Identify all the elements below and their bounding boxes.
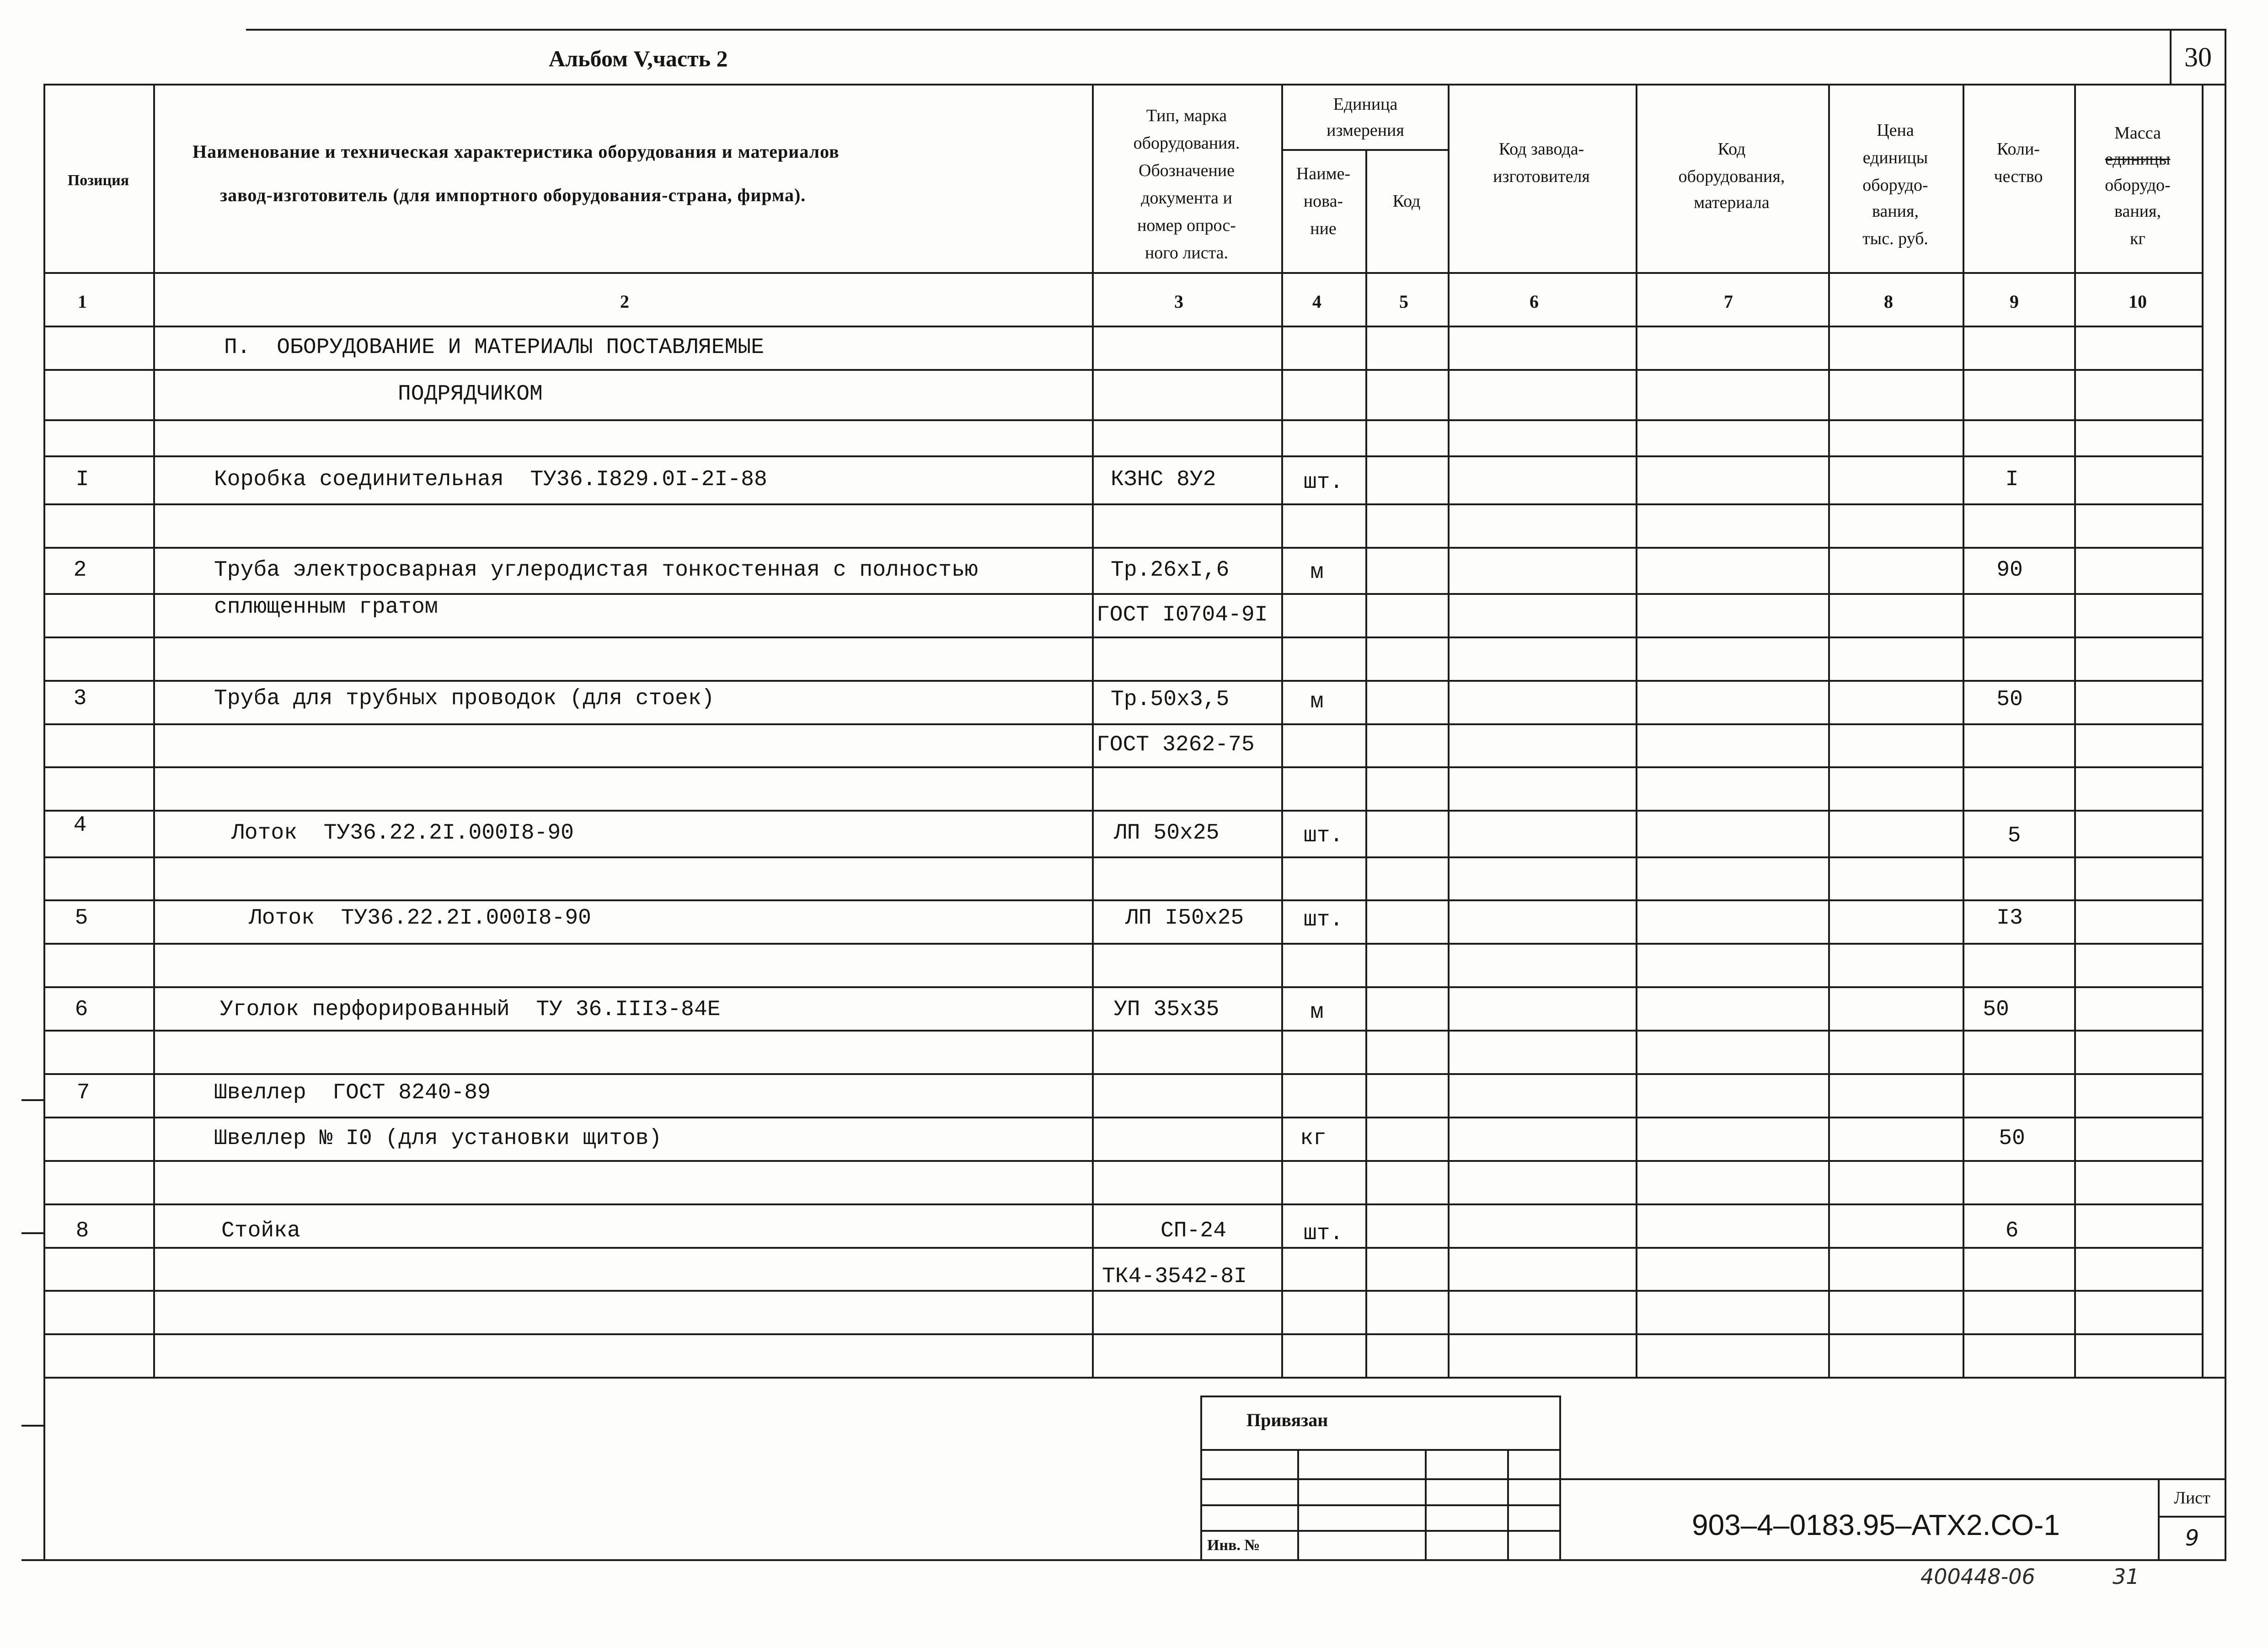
- margin-tick: [21, 1425, 45, 1427]
- grid-line-h: [43, 272, 2204, 274]
- column-number: 8: [1884, 291, 1893, 312]
- item-position: 6: [75, 997, 88, 1022]
- column-number: 9: [2010, 291, 2019, 312]
- grid-line-h: [43, 899, 2204, 901]
- item-unit: кг: [1300, 1126, 1327, 1151]
- margin-tick: [21, 1232, 45, 1234]
- grid-line-v: [2074, 84, 2076, 1379]
- item-type: СП-24: [1160, 1219, 1227, 1243]
- item-quantity: I: [2005, 467, 2019, 492]
- stamp-line: [1297, 1449, 1299, 1561]
- item-unit: м: [1310, 690, 1324, 714]
- inventory-label: Инв. №: [1207, 1537, 1260, 1554]
- margin-tick: [21, 1099, 45, 1101]
- item-position: 7: [76, 1080, 90, 1105]
- grid-line-v: [1828, 84, 1830, 1379]
- stamp-line: [1425, 1449, 1427, 1561]
- grid-line-h: [43, 1247, 2204, 1249]
- table-bottom-line: [43, 1377, 2226, 1379]
- header-manufacturer-code: Код завода-: [1498, 139, 1584, 159]
- item-quantity: 6: [2005, 1219, 2019, 1243]
- column-number: 10: [2129, 291, 2147, 312]
- item-name: Уголок перфорированный ТУ 36.III3-84Е: [220, 997, 721, 1022]
- item-name: Лоток ТУ36.22.2I.000I8-90: [249, 906, 591, 930]
- frame-right: [2225, 84, 2226, 1561]
- item-type: Тр.26хI,6: [1111, 558, 1230, 583]
- title-line: [2158, 1516, 2226, 1518]
- header-type: документа и: [1141, 188, 1232, 208]
- grid-line-v: [1448, 84, 1450, 1379]
- sheet-number: 9: [2185, 1525, 2199, 1551]
- grid-line-h: [43, 856, 2204, 858]
- header-unit-name: Наиме-: [1296, 164, 1351, 183]
- header-unit-price: Цена: [1877, 121, 1914, 140]
- item-unit: шт.: [1303, 824, 1343, 848]
- item-name: Труба электросварная углеродистая тонкостенная с полностью: [214, 558, 978, 583]
- item-quantity: 90: [1996, 558, 2023, 583]
- stamp-line: [1507, 1449, 1509, 1561]
- column-number: 1: [78, 291, 87, 312]
- grid-line-h: [43, 1030, 2204, 1032]
- grid-line-h: [43, 547, 2204, 549]
- item-name: Швеллер ГОСТ 8240-89: [214, 1080, 491, 1105]
- grid-line-h: [43, 369, 2204, 371]
- grid-line-h: [43, 1160, 2204, 1162]
- item-type-standard: ГОСТ 3262-75: [1097, 733, 1255, 757]
- section-title: П. ОБОРУДОВАНИЕ И МАТЕРИАЛЫ ПОСТАВЛЯЕМЫЕ: [224, 335, 764, 360]
- album-label: Альбом V,часть 2: [549, 46, 728, 71]
- column-number: 6: [1530, 291, 1539, 312]
- header-equipment-code: оборудования,: [1678, 167, 1785, 186]
- section-title-continuation: ПОДРЯДЧИКОМ: [398, 382, 543, 406]
- header-unit-group: Единица: [1333, 95, 1398, 114]
- header-manufacturer-code: изготовителя: [1493, 167, 1590, 186]
- item-quantity: 50: [1983, 997, 2009, 1022]
- header-unit-price: оборудо-: [1862, 176, 1928, 195]
- item-quantity: 50: [1999, 1126, 2025, 1151]
- item-unit: м: [1310, 560, 1324, 585]
- item-type: Тр.50х3,5: [1111, 687, 1230, 712]
- attached-label: Привязан: [1246, 1410, 1328, 1430]
- header-equipment-code: материала: [1694, 193, 1770, 212]
- top-rule: [246, 29, 2170, 31]
- header-type: оборудования.: [1133, 134, 1240, 153]
- item-type-standard: ГОСТ I0704-9I: [1097, 603, 1268, 627]
- item-type: КЗНС 8У2: [1111, 467, 1216, 492]
- grid-line-h: [43, 419, 2204, 421]
- grid-line-v: [1365, 149, 1367, 1379]
- header-unit-mass: оборудо-: [2105, 176, 2171, 195]
- item-unit: шт.: [1303, 470, 1343, 495]
- frame-bottom: [21, 1559, 2226, 1561]
- grid-line-h: [43, 1333, 2204, 1335]
- item-type: УП 35х35: [1114, 997, 1220, 1022]
- column-number: 3: [1174, 291, 1183, 312]
- item-name: Труба для трубных проводок (для стоек): [214, 686, 715, 711]
- header-quantity: Коли-: [1997, 139, 2040, 159]
- grid-line-h: [43, 766, 2204, 768]
- grid-line-h: [43, 810, 2204, 812]
- item-name-continuation: сплющенным гратом: [214, 595, 438, 620]
- column-number: 2: [620, 291, 629, 312]
- title-line: [1559, 1478, 2226, 1480]
- header-unit-name: ние: [1310, 219, 1337, 238]
- header-unit-price: единицы: [1862, 148, 1928, 167]
- sheet-label: Лист: [2174, 1488, 2210, 1508]
- header-unit-name: нова-: [1303, 192, 1343, 211]
- grid-line-v: [1281, 84, 1283, 1379]
- header-unit-mass: единицы: [2105, 150, 2171, 169]
- header-unit-mass: Масса: [2114, 123, 2161, 143]
- grid-line-h: [43, 1117, 2204, 1118]
- grid-line-h: [1281, 149, 1450, 151]
- column-number: 5: [1399, 291, 1408, 312]
- grid-line-h: [43, 326, 2204, 327]
- grid-line-h: [43, 84, 2226, 86]
- header-type: ного листа.: [1145, 243, 1229, 262]
- item-type: ЛП I50х25: [1125, 906, 1244, 930]
- grid-line-h: [43, 455, 2204, 457]
- grid-line-h: [43, 986, 2204, 988]
- item-quantity: 50: [1996, 687, 2023, 712]
- archive-page: 31: [2113, 1564, 2140, 1589]
- page-number: 30: [2184, 42, 2212, 72]
- grid-line-h: [43, 723, 2204, 725]
- header-name-line1: Наименование и техническая характеристика оборудования и материалов: [193, 141, 840, 162]
- grid-line-v: [153, 84, 155, 1379]
- item-position: 2: [73, 558, 87, 583]
- grid-line-h: [43, 636, 2204, 638]
- grid-line-h: [43, 1203, 2204, 1205]
- item-name: Стойка: [221, 1219, 300, 1243]
- item-quantity: I3: [1996, 906, 2023, 930]
- item-position: 3: [73, 686, 87, 711]
- header-unit-price: тыс. руб.: [1862, 229, 1928, 248]
- column-number: 4: [1312, 291, 1321, 312]
- frame-left: [43, 84, 45, 1561]
- grid-line-v: [1092, 84, 1094, 1379]
- item-name-continuation: Швеллер № I0 (для установки щитов): [214, 1126, 662, 1151]
- archive-number: 400448-06: [1920, 1564, 2035, 1589]
- header-type: Обозначение: [1139, 161, 1235, 180]
- item-position: I: [75, 467, 89, 492]
- item-unit: м: [1310, 1000, 1324, 1025]
- header-quantity: чество: [1994, 167, 2043, 186]
- item-quantity: 5: [2007, 824, 2021, 848]
- header-type: Тип, марка: [1146, 106, 1227, 125]
- title-line: [2158, 1478, 2160, 1561]
- header-equipment-code: Код: [1717, 139, 1746, 159]
- item-name: Лоток ТУ36.22.2I.000I8-90: [231, 821, 574, 845]
- column-number: 7: [1724, 291, 1733, 312]
- document-designation: 903–4–0183.95–АТХ2.СО-1: [1692, 1508, 2060, 1541]
- item-position: 5: [75, 906, 88, 930]
- grid-line-v: [1636, 84, 1637, 1379]
- item-type: ЛП 50х25: [1114, 821, 1220, 845]
- header-unit-code: Код: [1392, 192, 1421, 211]
- header-unit-group: измерения: [1327, 121, 1404, 140]
- item-name: Коробка соединительная ТУ36.I829.0I-2I-88: [214, 467, 767, 492]
- grid-line-v: [1963, 84, 1964, 1379]
- header-unit-mass: вания,: [2114, 202, 2161, 221]
- item-position: 8: [75, 1219, 89, 1243]
- item-type-standard: ТК4-3542-8I: [1102, 1264, 1247, 1289]
- grid-line-h: [43, 1073, 2204, 1075]
- header-type: номер опрос-: [1137, 216, 1236, 235]
- item-position: 4: [73, 813, 87, 838]
- header-position: Позиция: [67, 172, 129, 189]
- header-name-line2: завод-изготовитель (для импортного оборудования-страна, фирма).: [220, 185, 806, 205]
- grid-line-h: [43, 680, 2204, 682]
- grid-line-h: [43, 503, 2204, 505]
- item-unit: шт.: [1303, 1221, 1343, 1246]
- item-unit: шт.: [1303, 908, 1343, 932]
- grid-line-h: [43, 1290, 2204, 1292]
- grid-line-h: [43, 943, 2204, 945]
- grid-line-v: [2202, 84, 2204, 1379]
- header-unit-mass: кг: [2129, 229, 2146, 248]
- header-unit-price: вания,: [1872, 202, 1919, 221]
- stamp-line: [1200, 1396, 1561, 1397]
